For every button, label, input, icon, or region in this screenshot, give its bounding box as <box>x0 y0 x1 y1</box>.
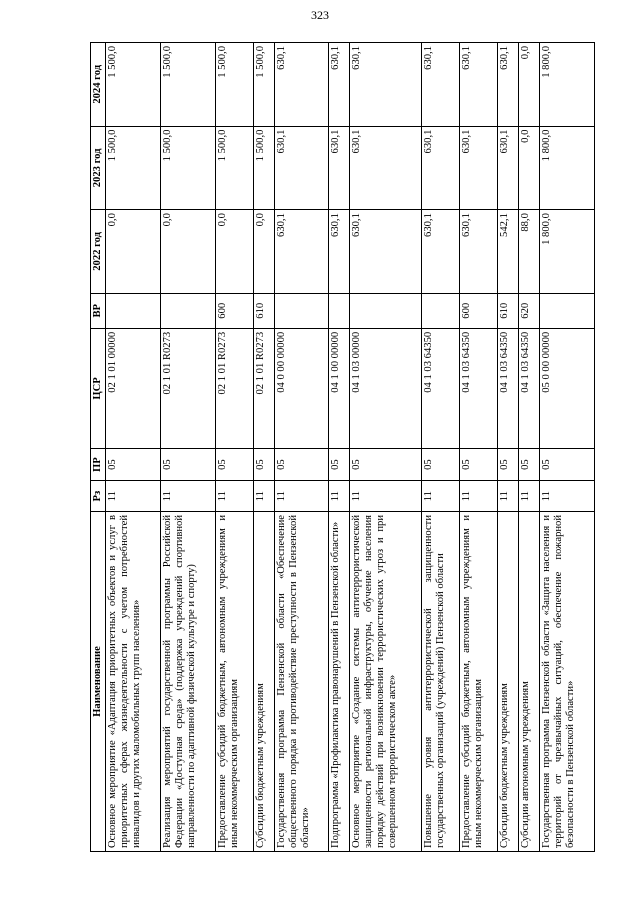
header-name: Наименование <box>91 512 106 852</box>
cell-csr: 04 1 03 00000 <box>350 328 422 448</box>
cell-y2023: 1 800,0 <box>540 126 595 210</box>
cell-y2023: 630,1 <box>350 126 422 210</box>
cell-rz: 11 <box>106 481 161 512</box>
cell-vr <box>422 293 460 328</box>
cell-pr: 05 <box>329 449 350 481</box>
cell-y2022: 630,1 <box>422 210 460 294</box>
cell-csr: 04 1 00 00000 <box>329 328 350 448</box>
cell-vr <box>329 293 350 328</box>
cell-y2023: 630,1 <box>274 126 329 210</box>
cell-y2022: 0,0 <box>106 210 161 294</box>
cell-vr <box>160 293 215 328</box>
cell-pr: 05 <box>422 449 460 481</box>
cell-rz: 11 <box>160 481 215 512</box>
cell-csr: 04 1 03 64350 <box>519 328 540 448</box>
cell-rz: 11 <box>274 481 329 512</box>
cell-y2022: 630,1 <box>350 210 422 294</box>
table-row <box>253 43 274 852</box>
table-row <box>215 43 253 852</box>
cell-name: Субсидии бюджетным учреждениям <box>253 512 274 852</box>
table-row <box>274 43 329 852</box>
table-row <box>460 43 498 852</box>
cell-name: Государственная программа Пензенской области «Обеспечение общественного порядка и противодействие преступности в Пензенской области» <box>274 512 329 852</box>
cell-y2024: 1 500,0 <box>106 43 161 127</box>
cell-rz: 11 <box>540 481 595 512</box>
cell-y2023: 1 500,0 <box>253 126 274 210</box>
cell-rz: 11 <box>215 481 253 512</box>
table-body <box>106 43 595 852</box>
cell-rz: 11 <box>329 481 350 512</box>
cell-csr: 02 1 01 R0273 <box>253 328 274 448</box>
budget-table <box>90 42 595 852</box>
cell-name: Реализация мероприятий государственной программы Российской Федерации «Доступная среда» (поддержка учреждений спортивной направленности по адаптивной физической культуре и спорту) <box>160 512 215 852</box>
cell-y2024: 630,1 <box>350 43 422 127</box>
cell-name: Подпрограмма «Профилактика правонарушений в Пензенской области» <box>329 512 350 852</box>
cell-pr: 05 <box>160 449 215 481</box>
cell-pr: 05 <box>497 449 518 481</box>
cell-vr <box>106 293 161 328</box>
cell-vr <box>540 293 595 328</box>
header-csr: ЦСР <box>91 328 106 448</box>
cell-y2023: 630,1 <box>497 126 518 210</box>
cell-y2023: 630,1 <box>329 126 350 210</box>
cell-rz: 11 <box>497 481 518 512</box>
cell-csr: 04 1 03 64350 <box>422 328 460 448</box>
cell-vr: 620 <box>519 293 540 328</box>
cell-rz: 11 <box>253 481 274 512</box>
header-2023: 2023 год <box>91 126 106 210</box>
cell-vr <box>350 293 422 328</box>
cell-rz: 11 <box>422 481 460 512</box>
page-number: 323 <box>311 8 329 22</box>
cell-y2022: 542,1 <box>497 210 518 294</box>
table-row <box>422 43 460 852</box>
cell-name: Предоставление субсидий бюджетным, автономным учреждениям и иным некоммерческим организациям <box>215 512 253 852</box>
header-2022: 2022 год <box>91 210 106 294</box>
cell-y2023: 1 500,0 <box>215 126 253 210</box>
header-vr: ВР <box>91 293 106 328</box>
cell-y2024: 1 500,0 <box>215 43 253 127</box>
cell-name: Предоставление субсидий бюджетным, автономным учреждениям и иным некоммерческим организациям <box>460 512 498 852</box>
cell-pr: 05 <box>540 449 595 481</box>
cell-y2023: 1 500,0 <box>160 126 215 210</box>
table-row <box>540 43 595 852</box>
rotated-budget-table-container <box>90 42 595 852</box>
header-rz: Рз <box>91 481 106 512</box>
cell-y2022: 0,0 <box>160 210 215 294</box>
cell-rz: 11 <box>519 481 540 512</box>
cell-y2022: 88,0 <box>519 210 540 294</box>
cell-csr: 04 0 00 00000 <box>274 328 329 448</box>
cell-name: Государственная программа Пензенской области «Защита населения и территорий от чрезвычайных ситуаций, обеспечение пожарной безопасности в Пензенской области» <box>540 512 595 852</box>
cell-pr: 05 <box>215 449 253 481</box>
cell-csr: 02 1 01 00000 <box>106 328 161 448</box>
table-row <box>350 43 422 852</box>
table-row <box>106 43 161 852</box>
cell-csr: 05 0 00 00000 <box>540 328 595 448</box>
cell-pr: 05 <box>460 449 498 481</box>
cell-pr: 05 <box>519 449 540 481</box>
cell-y2022: 630,1 <box>274 210 329 294</box>
cell-name: Повышение уровня антитеррористической защищенности государственных организаций (учреждений) Пензенской области <box>422 512 460 852</box>
cell-y2022: 630,1 <box>460 210 498 294</box>
cell-y2024: 1 800,0 <box>540 43 595 127</box>
cell-pr: 05 <box>106 449 161 481</box>
cell-name: Основное мероприятие «Создание системы антитеррористической защищенности региональной инфраструктуры, обучение населения порядку действий при возникновении террористических угроз и при совершенном террористическом акте» <box>350 512 422 852</box>
cell-csr: 02 1 01 R0273 <box>215 328 253 448</box>
header-2024: 2024 год <box>91 43 106 127</box>
cell-name: Основное мероприятие «Адаптация приоритетных объектов и услуг в приоритетных сферах жизнедеятельности с учетом потребностей инвалидов и других маломобильных групп населения» <box>106 512 161 852</box>
cell-y2023: 0,0 <box>519 126 540 210</box>
cell-pr: 05 <box>253 449 274 481</box>
cell-y2022: 0,0 <box>215 210 253 294</box>
cell-name: Субсидии автономным учреждениям <box>519 512 540 852</box>
cell-name: Субсидии бюджетным учреждениям <box>497 512 518 852</box>
cell-y2024: 630,1 <box>329 43 350 127</box>
cell-csr: 04 1 03 64350 <box>460 328 498 448</box>
cell-y2024: 630,1 <box>460 43 498 127</box>
cell-rz: 11 <box>350 481 422 512</box>
table-row <box>519 43 540 852</box>
cell-vr: 600 <box>460 293 498 328</box>
cell-y2022: 1 800,0 <box>540 210 595 294</box>
cell-rz: 11 <box>460 481 498 512</box>
cell-y2024: 630,1 <box>422 43 460 127</box>
cell-y2024: 1 500,0 <box>160 43 215 127</box>
cell-vr: 610 <box>253 293 274 328</box>
table-row <box>497 43 518 852</box>
cell-pr: 05 <box>274 449 329 481</box>
header-pr: ПР <box>91 449 106 481</box>
cell-vr: 600 <box>215 293 253 328</box>
cell-vr <box>274 293 329 328</box>
cell-y2023: 630,1 <box>460 126 498 210</box>
cell-csr: 04 1 03 64350 <box>497 328 518 448</box>
cell-y2024: 630,1 <box>274 43 329 127</box>
cell-pr: 05 <box>350 449 422 481</box>
table-row <box>329 43 350 852</box>
cell-y2022: 630,1 <box>329 210 350 294</box>
cell-y2024: 1 500,0 <box>253 43 274 127</box>
cell-y2023: 1 500,0 <box>106 126 161 210</box>
cell-csr: 02 1 01 R0273 <box>160 328 215 448</box>
cell-y2024: 0,0 <box>519 43 540 127</box>
cell-vr: 610 <box>497 293 518 328</box>
cell-y2023: 630,1 <box>422 126 460 210</box>
table-header-row <box>91 43 106 852</box>
cell-y2022: 0,0 <box>253 210 274 294</box>
cell-y2024: 630,1 <box>497 43 518 127</box>
table-row <box>160 43 215 852</box>
